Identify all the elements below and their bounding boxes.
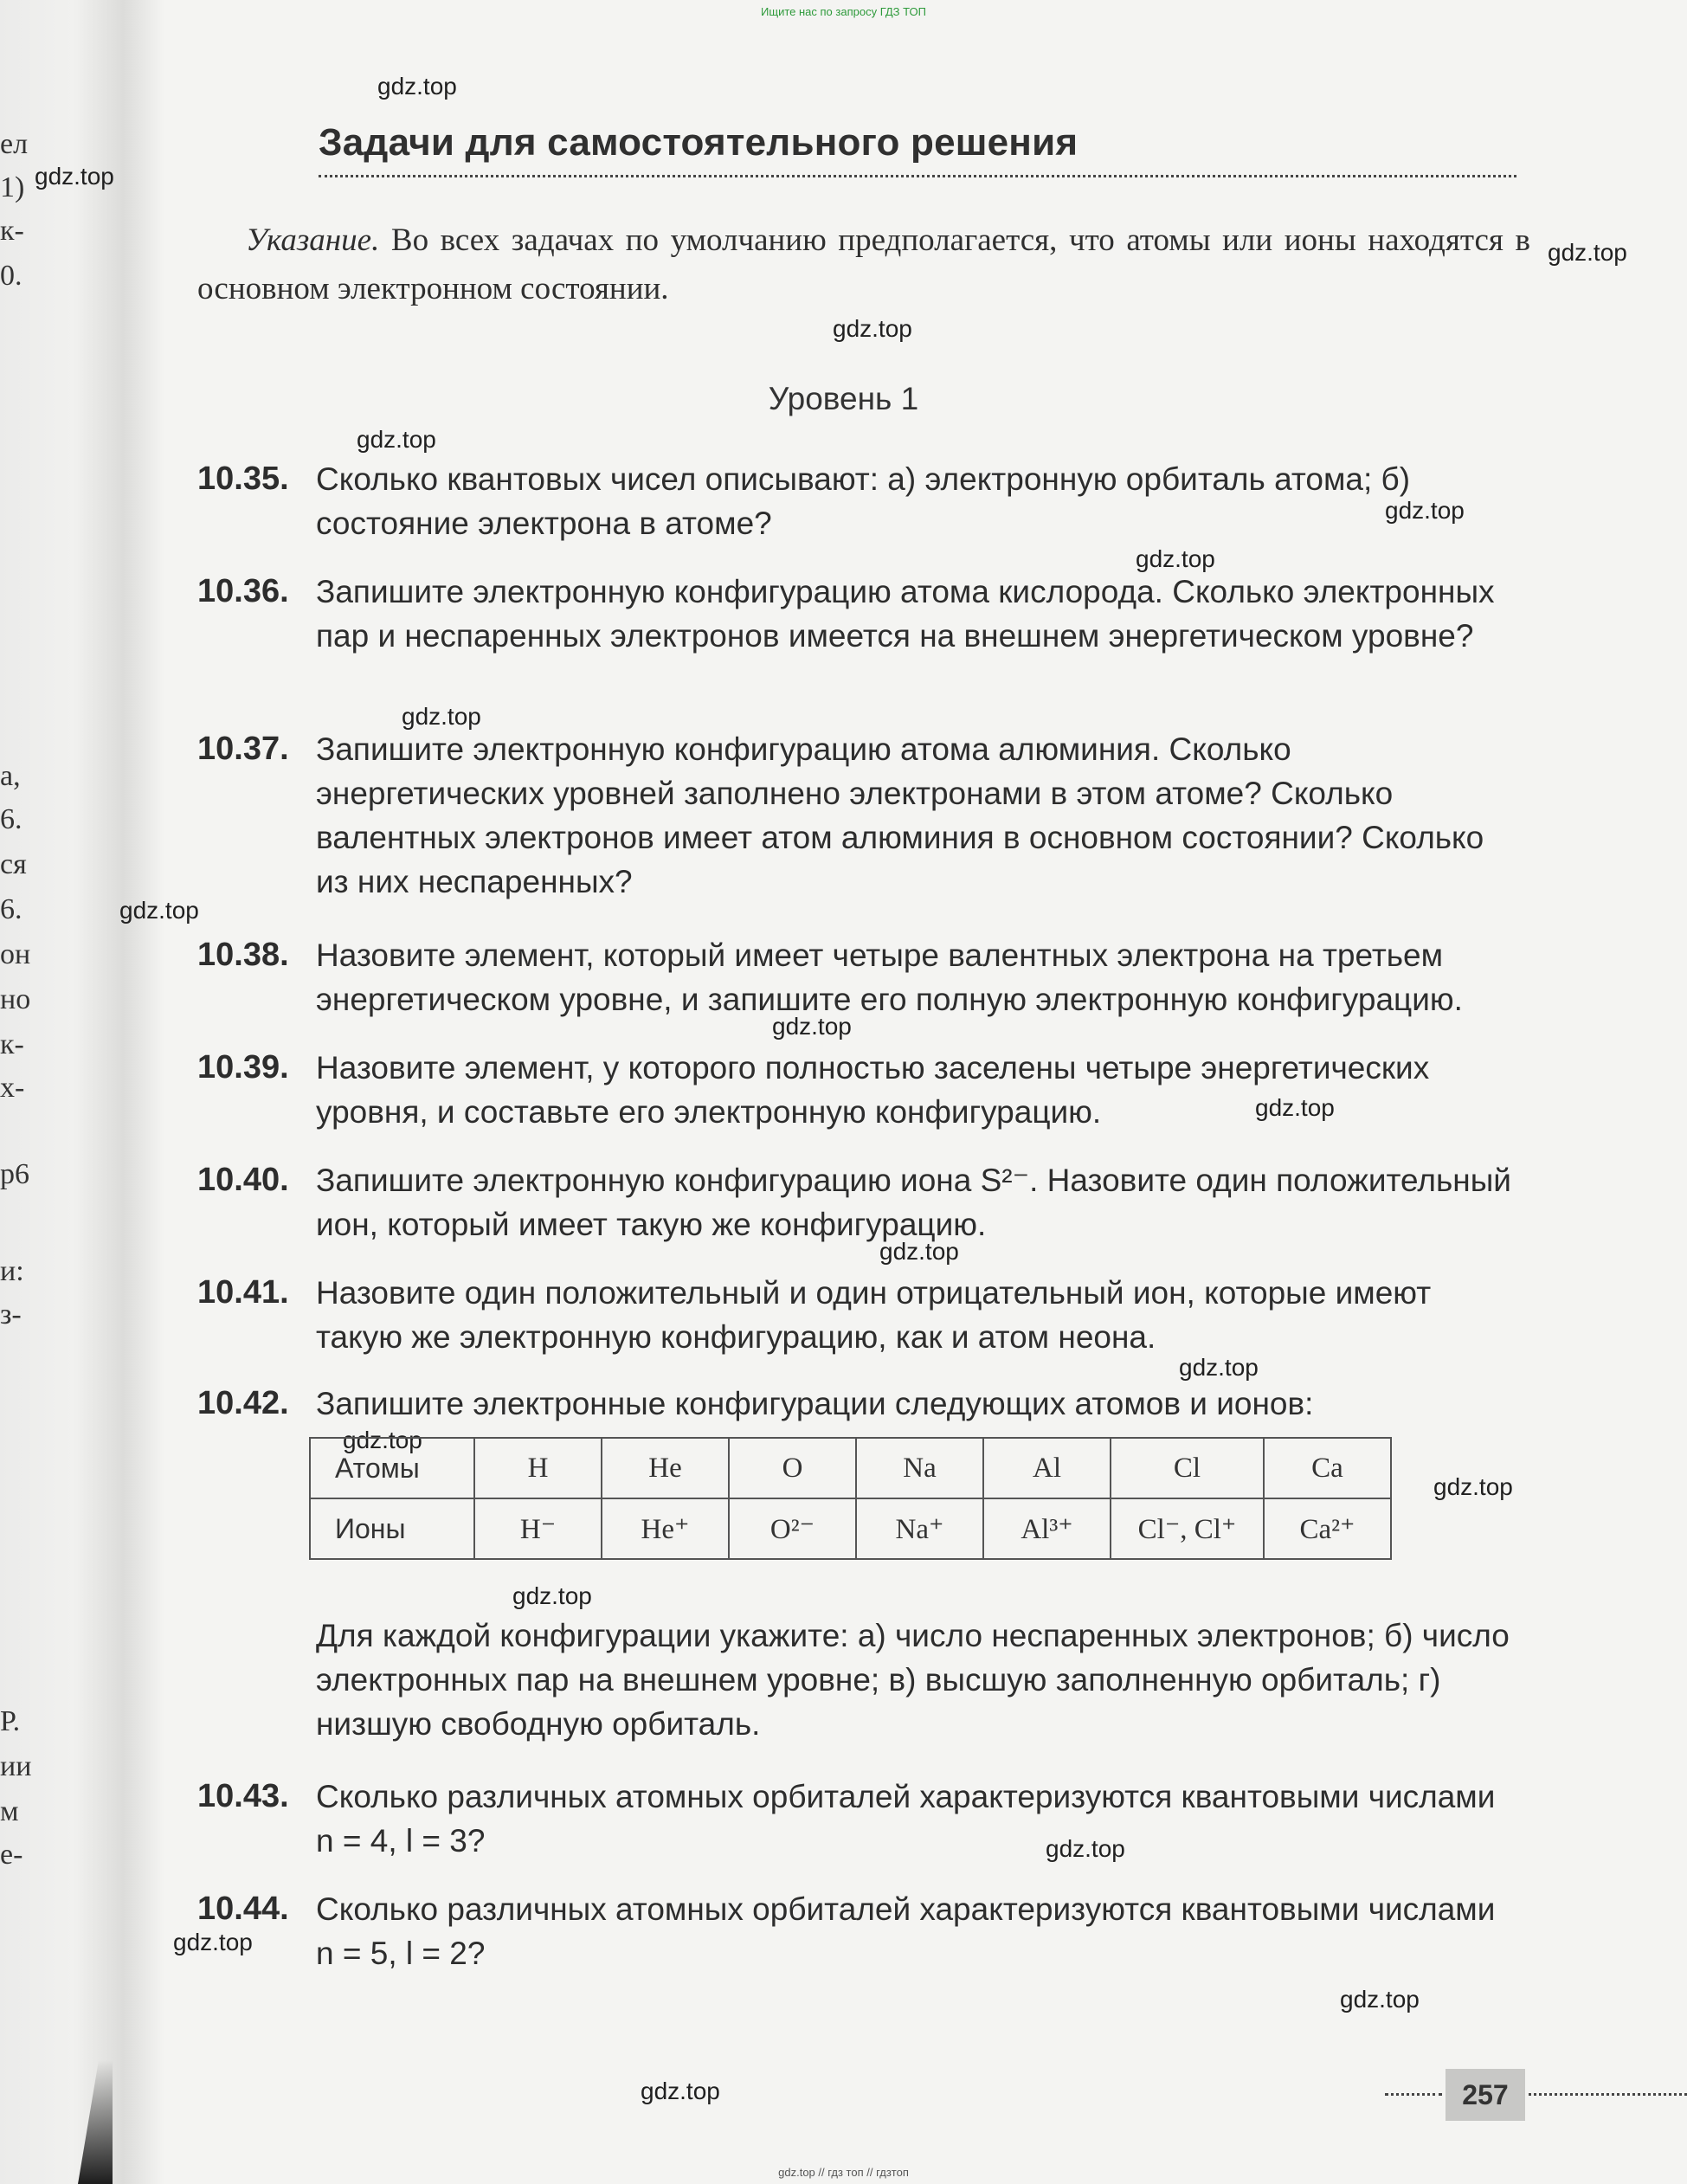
margin-fragment: Р. bbox=[0, 1705, 21, 1737]
watermark-link[interactable]: gdz.top bbox=[1340, 1986, 1420, 2013]
instruction-lead: Указание. bbox=[246, 222, 380, 258]
watermark-link[interactable]: gdz.top bbox=[512, 1582, 592, 1609]
margin-fragment: а, bbox=[0, 760, 21, 792]
margin-fragment: 6. bbox=[0, 893, 23, 925]
table-cell: He⁺ bbox=[602, 1498, 729, 1559]
task-text: Запишите электронную конфигурацию иона S²⁻. Назовите один положительный ион, который имеет такую же конфигурацию. bbox=[316, 1163, 1511, 1242]
task-number: 10.43. bbox=[197, 1778, 289, 1814]
page-number-dots-left bbox=[1385, 2093, 1442, 2096]
task-number: 10.36. bbox=[197, 573, 289, 609]
task-item bbox=[197, 933, 1517, 1021]
margin-fragment: 0. bbox=[0, 260, 23, 292]
watermark-link[interactable]: gdz.top bbox=[1255, 1094, 1335, 1121]
task-item bbox=[197, 457, 1517, 545]
task-item bbox=[197, 1046, 1517, 1134]
margin-fragment: е- bbox=[0, 1839, 23, 1871]
table-cell: H⁻ bbox=[474, 1498, 602, 1559]
task-item bbox=[197, 727, 1517, 904]
table-cell: Na⁺ bbox=[856, 1498, 983, 1559]
watermark-link[interactable]: gdz.top bbox=[1046, 1835, 1125, 1862]
watermark-link[interactable]: gdz.top bbox=[35, 163, 114, 190]
margin-fragment: 6. bbox=[0, 803, 23, 835]
instruction-text: Во всех задачах по умолчанию предполагается, что атомы или ионы находятся в основном электронном состоянии. bbox=[197, 222, 1530, 306]
after-table-text: Для каждой конфигурации укажите: а) число неспаренных электронов; б) число электронных пар на внешнем уровне; в) высшую заполненную орбиталь; г) низшую свободную орбиталь. bbox=[316, 1618, 1510, 1742]
watermark-link[interactable]: gdz.top bbox=[641, 2078, 720, 2104]
table-cell: Al³⁺ bbox=[983, 1498, 1111, 1559]
task-item bbox=[197, 1775, 1517, 1863]
table-cell: H bbox=[474, 1438, 602, 1498]
table-cell: Al bbox=[983, 1438, 1111, 1498]
table-row bbox=[310, 1498, 1391, 1559]
margin-fragment: ся bbox=[0, 848, 27, 880]
task-text: Сколько различных атомных орбиталей характеризуются квантовыми числами n = 5, l = 2? bbox=[316, 1891, 1496, 1971]
task-text: Запишите электронную конфигурацию атома кислорода. Сколько электронных пар и неспаренных электронов имеется на внешнем энергетическом уровне? bbox=[316, 574, 1495, 654]
instruction-paragraph bbox=[197, 216, 1530, 313]
table-cell: Cl bbox=[1111, 1438, 1264, 1498]
task-number: 10.44. bbox=[197, 1891, 289, 1927]
watermark-link[interactable]: gdz.top bbox=[377, 73, 457, 100]
task-text: Запишите электронные конфигурации следующих атомов и ионов: bbox=[316, 1386, 1314, 1421]
watermark-link[interactable]: gdz.top bbox=[833, 315, 912, 342]
task-text: Назовите элемент, у которого полностью заселены четыре энергетических уровня, и составьте его электронную конфигурацию. bbox=[316, 1050, 1430, 1130]
section-heading: Задачи для самостоятельного решения bbox=[319, 121, 1079, 164]
task-item bbox=[197, 570, 1517, 658]
page-number-dots-right bbox=[1529, 2093, 1687, 2096]
task-item bbox=[197, 1382, 1517, 1426]
row-header: Ионы bbox=[310, 1498, 474, 1559]
watermark-link[interactable]: gdz.top bbox=[119, 897, 199, 924]
task-number: 10.37. bbox=[197, 731, 289, 767]
table-cell: Ca²⁺ bbox=[1264, 1498, 1391, 1559]
margin-fragment: м bbox=[0, 1795, 19, 1827]
table-cell: O²⁻ bbox=[729, 1498, 856, 1559]
task-item bbox=[197, 1271, 1517, 1359]
table-cell: Cl⁻, Cl⁺ bbox=[1111, 1498, 1264, 1559]
margin-fragment: но bbox=[0, 983, 31, 1015]
watermark-link[interactable]: gdz.top bbox=[1136, 545, 1215, 572]
task-number: 10.38. bbox=[197, 937, 289, 973]
table-row bbox=[310, 1438, 1391, 1498]
task-text: Запишите электронную конфигурацию атома алюминия. Сколько энергетических уровней заполнено электронами в этом атоме? Сколько валентных электронов имеет атом алюминия в основном состоянии? Сколько из них неспаренных? bbox=[316, 731, 1484, 899]
task-number: 10.41. bbox=[197, 1274, 289, 1311]
top-search-banner[interactable]: Ищите нас по запросу ГДЗ ТОП bbox=[761, 5, 926, 18]
level-heading: Уровень 1 bbox=[768, 381, 919, 416]
table-cell: Na bbox=[856, 1438, 983, 1498]
watermark-link[interactable]: gdz.top bbox=[402, 703, 481, 730]
margin-fragment: к- bbox=[0, 1028, 24, 1060]
watermark-link[interactable]: gdz.top bbox=[1385, 497, 1465, 524]
atoms-ions-table bbox=[309, 1437, 1392, 1560]
margin-fragment: з- bbox=[0, 1298, 22, 1330]
task-number: 10.35. bbox=[197, 461, 289, 497]
watermark-link[interactable]: gdz.top bbox=[357, 426, 436, 453]
task-number: 10.40. bbox=[197, 1162, 289, 1198]
bottom-links[interactable]: gdz.top // гдз топ // гдзтоп bbox=[778, 2166, 909, 2179]
heading-dotted-rule bbox=[319, 175, 1516, 177]
task-text: Сколько различных атомных орбиталей характеризуются квантовыми числами n = 4, l = 3? bbox=[316, 1779, 1496, 1859]
table-cell: Ca bbox=[1264, 1438, 1391, 1498]
margin-fragment: и: bbox=[0, 1255, 24, 1287]
task-text: Назовите элемент, который имеет четыре валентных электрона на третьем энергетическом уровне, и запишите его полную электронную конфигурацию. bbox=[316, 937, 1463, 1017]
table-cell: He bbox=[602, 1438, 729, 1498]
watermark-link[interactable]: gdz.top bbox=[1179, 1354, 1259, 1381]
watermark-link[interactable]: gdz.top bbox=[1433, 1473, 1513, 1500]
margin-fragment: 1) bbox=[0, 171, 25, 203]
margin-fragment: он bbox=[0, 938, 31, 970]
task-number: 10.39. bbox=[197, 1049, 289, 1086]
margin-fragment: ии bbox=[0, 1750, 32, 1782]
watermark-link[interactable]: gdz.top bbox=[343, 1427, 422, 1453]
task-item bbox=[197, 1158, 1517, 1247]
table-cell: O bbox=[729, 1438, 856, 1498]
watermark-link[interactable]: gdz.top bbox=[173, 1929, 253, 1955]
margin-fragment: р6 bbox=[0, 1158, 29, 1190]
task-item bbox=[197, 1887, 1517, 1975]
page-number: 257 bbox=[1446, 2069, 1525, 2121]
book-spine-shadow bbox=[0, 0, 164, 2184]
task-text: Назовите один положительный и один отрицательный ион, которые имеют такую же электронную конфигурацию, как и атом неона. bbox=[316, 1275, 1432, 1355]
row-header: Атомы bbox=[310, 1438, 474, 1498]
margin-fragment: ел bbox=[0, 128, 29, 160]
task-text: Сколько квантовых чисел описывают: а) электронную орбиталь атома; б) состояние электрона в атоме? bbox=[316, 461, 1411, 541]
margin-fragment: х- bbox=[0, 1072, 25, 1104]
margin-fragment: к- bbox=[0, 215, 24, 247]
watermark-link[interactable]: gdz.top bbox=[1548, 239, 1627, 266]
watermark-link[interactable]: gdz.top bbox=[772, 1013, 852, 1040]
watermark-link[interactable]: gdz.top bbox=[879, 1238, 959, 1265]
task-number: 10.42. bbox=[197, 1385, 289, 1421]
